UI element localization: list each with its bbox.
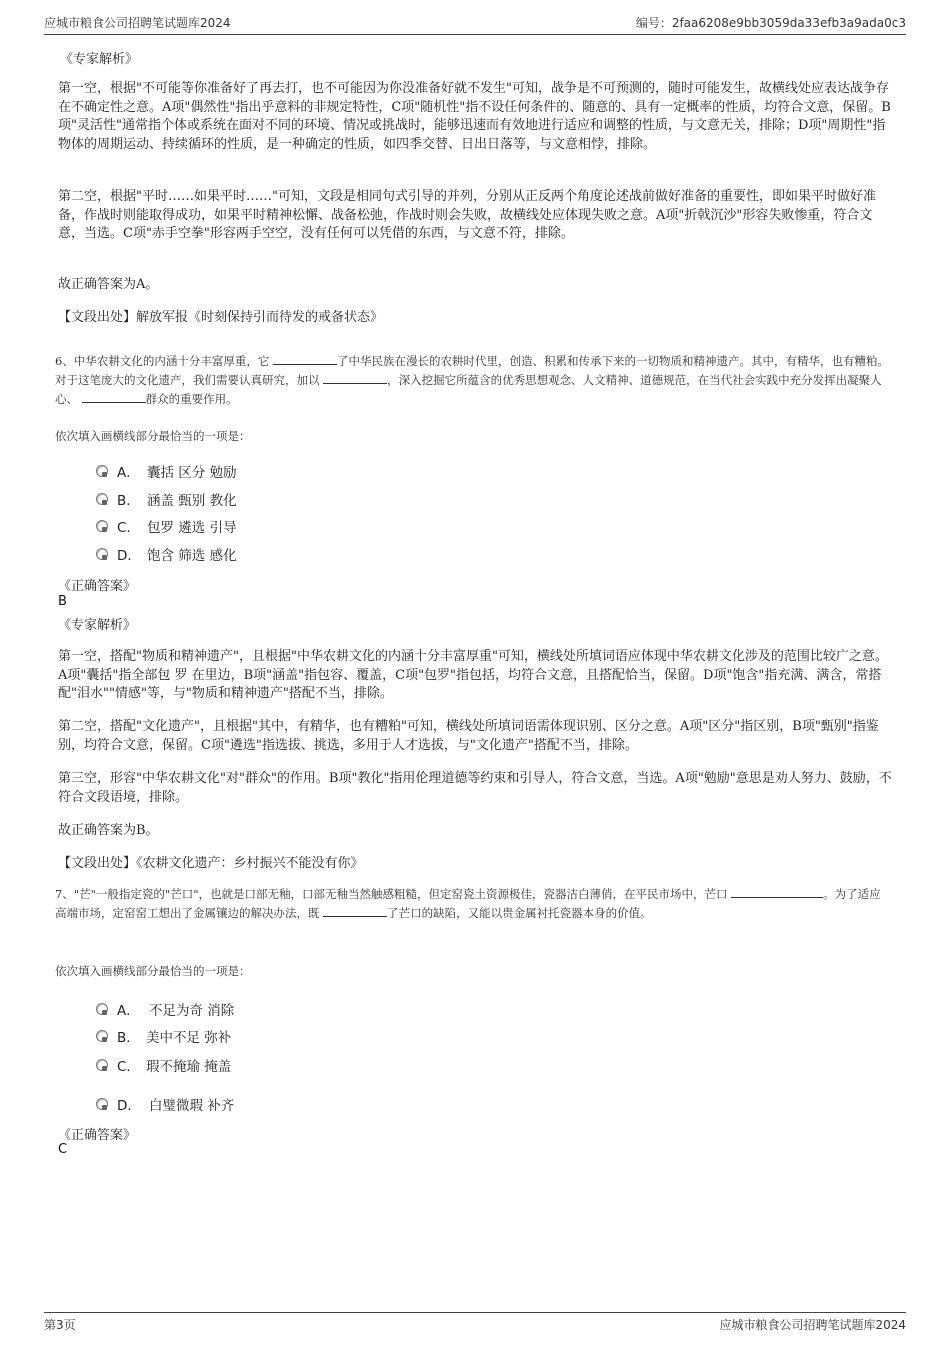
q6-analysis-para1: 第一空，搭配"物质和精神遗产"，且根据"中华农耕文化的内涵十分丰富厚重"可知，横线处所填词语应体现中华农耕文化涉及的范围比较广之意。A项"囊括"指全部包 罗 在里边，B项"涵盖"指包容、覆盖，C项"包罗"指包括，均符合文意，且搭配恰当，保留。D项"饱含"指充满、满含，常搭配"泪水""情感"等，与"物质和精神遗产"搭配不当，排除。 xyxy=(58,649,888,701)
option-text: 包罗 遴选 引导 xyxy=(147,520,237,536)
header-serial: 编号：2faa6208e9bb3059da33efb3a9ada0c3 xyxy=(635,16,906,30)
option-text: 不足为奇 消除 xyxy=(149,1003,235,1019)
option-letter: D． xyxy=(117,1098,141,1114)
q6-blank-1 xyxy=(273,352,337,365)
option-text: 涵盖 甄别 教化 xyxy=(147,493,237,509)
header-title: 应城市粮食公司招聘笔试题库2024 xyxy=(44,16,231,30)
footer-page-number: 第3页 xyxy=(44,1318,76,1332)
q7-answer-label: 《正确答案》 xyxy=(58,1128,137,1143)
radio-icon[interactable] xyxy=(96,1059,108,1071)
q5-analysis-para2: 第二空，根据"平时……如果平时……"可知，文段是相同句式引导的并列，分别从正反两个角度论述战前做好准备的重要性，即如果平时做好准备，作战时则能取得成功，如果平时精神松懈、战备松弛，作战时则会失败，故横线处应体现失败之意。A项"折戟沉沙"形容失败惨重，符合文意，当选。C项"赤手空拳"形容两手空空，没有任何可以凭借的东西，与文意不符，排除。 xyxy=(58,189,876,241)
radio-icon[interactable] xyxy=(96,1003,108,1015)
q7-stem-part-b: 。为了适应高端市场，定窑窑工想出了金属镶边的解决办法，既 xyxy=(55,887,881,920)
q7-answer: C xyxy=(58,1142,68,1157)
option-text: 白璧微瑕 补齐 xyxy=(149,1098,235,1114)
option-letter: B． xyxy=(117,1030,140,1046)
q5-analysis-label: 《专家解析》 xyxy=(60,52,139,67)
q7-prompt: 依次填入画横线部分最恰当的一项是： xyxy=(55,964,251,978)
option-letter: A． xyxy=(117,1003,140,1019)
option-letter: B． xyxy=(117,493,140,509)
q5-source: 【文段出处】解放军报《时刻保持引而待发的戒备状态》 xyxy=(58,310,384,325)
q7-stem xyxy=(55,885,890,923)
option-text: 美中不足 弥补 xyxy=(146,1030,232,1046)
radio-icon[interactable] xyxy=(96,548,108,560)
q7-stem-part-a: "芒"一般指定瓷的"芒口"，也就是口部无釉，口部无釉当然触感粗糙，但定窑瓷土资源极佳，瓷器洁白薄俏，在平民市场中，芒口 xyxy=(73,887,728,901)
radio-icon[interactable] xyxy=(96,1030,108,1042)
q6-stem xyxy=(55,352,890,409)
radio-icon[interactable] xyxy=(96,1098,108,1110)
q7-stem-part-c: 了芒口的缺陷，又能以贵金属衬托瓷器本身的价值。 xyxy=(387,906,652,920)
q6-analysis-para2: 第二空，搭配"文化遗产"，且根据"其中，有精华，也有糟粕"可知，横线处所填词语需体现识别、区分之意。A项"区分"指区别，B项"甄别"指鉴别，均符合文意，保留。C项"遴选"指选拔、挑选，多用于人才选拔，与"文化遗产"搭配不当，排除。 xyxy=(58,719,879,753)
q5-analysis-para1: 第一空，根据"不可能等你准备好了再去打，也不可能因为你没准备好就不发生"可知，战争是不可预测的，随时可能发生，故横线处应表达战争存在不确定性之意。A项"偶然性"指出乎意料的非规定特性，C项"随机性"指不设任何条件的、随意的、具有一定概率的性质，均符合文意，保留。B项"灵活性"通常指个体或系统在面对不同的环境、情况或挑战时，能够迅速而有效地进行适应和调整的性质，与文意无关，排除；D项"周期性"指物体的周期运动、持续循环的性质，是一种确定的性质，如四季交替、日出日落等，与文意相悖，排除。 xyxy=(58,81,891,152)
q6-stem-part-a: 中华农耕文化的内涵十分丰富厚重，它 xyxy=(73,354,270,368)
option-text: 瑕不掩瑜 掩盖 xyxy=(146,1059,232,1075)
q6-stem-part-c: ，深入挖掘它所蕴含的优秀思想观念、人文精神、道德规范，在当代社会实践中充分发挥出凝聚人心、 xyxy=(55,373,882,406)
option-letter: D． xyxy=(117,548,141,564)
radio-icon[interactable] xyxy=(96,465,108,477)
q6-prompt: 依次填入画横线部分最恰当的一项是： xyxy=(55,429,251,443)
radio-icon[interactable] xyxy=(96,493,108,505)
q7-blank-1 xyxy=(731,885,823,898)
q6-answer-label: 《正确答案》 xyxy=(58,579,137,594)
q6-conclusion: 故正确答案为B。 xyxy=(58,823,159,838)
q7-number: 7、 xyxy=(55,887,74,901)
q6-analysis-para3: 第三空，形容"中华农耕文化"对"群众"的作用。B项"教化"指用伦理道德等约束和引导人，符合文意，当选。A项"勉励"意思是劝人努力、鼓励，不符合文段语境，排除。 xyxy=(58,771,892,805)
option-text: 囊括 区分 勉励 xyxy=(147,465,237,481)
q6-stem-part-b: 了中华民族在漫长的农耕时代里，创造、积累和传承下来的一切物质和精神遗产。其中，有精华，也有糟粕。对于这笔庞大的文化遗产，我们需要认真研究，加以 xyxy=(55,354,889,387)
q6-source: 【文段出处】《农耕文化遗产：乡村振兴不能没有你》 xyxy=(58,856,364,871)
q6-blank-2 xyxy=(323,371,387,384)
page-header xyxy=(44,14,906,35)
q6-analysis-label: 《专家解析》 xyxy=(58,618,137,633)
q7-blank-2 xyxy=(323,904,387,917)
q6-number: 6、 xyxy=(55,354,74,368)
page-footer xyxy=(44,1312,906,1335)
option-text: 饱含 筛选 感化 xyxy=(147,548,237,564)
option-letter: A． xyxy=(117,465,140,481)
q6-blank-3 xyxy=(82,390,146,403)
q6-stem-part-d: 群众的重要作用。 xyxy=(145,392,238,406)
option-letter: C． xyxy=(117,1059,140,1075)
footer-title: 应城市粮食公司招聘笔试题库2024 xyxy=(719,1318,906,1332)
q5-conclusion: 故正确答案为A。 xyxy=(58,277,159,292)
q6-answer: B xyxy=(58,594,67,609)
radio-icon[interactable] xyxy=(96,520,108,532)
option-letter: C． xyxy=(117,520,140,536)
